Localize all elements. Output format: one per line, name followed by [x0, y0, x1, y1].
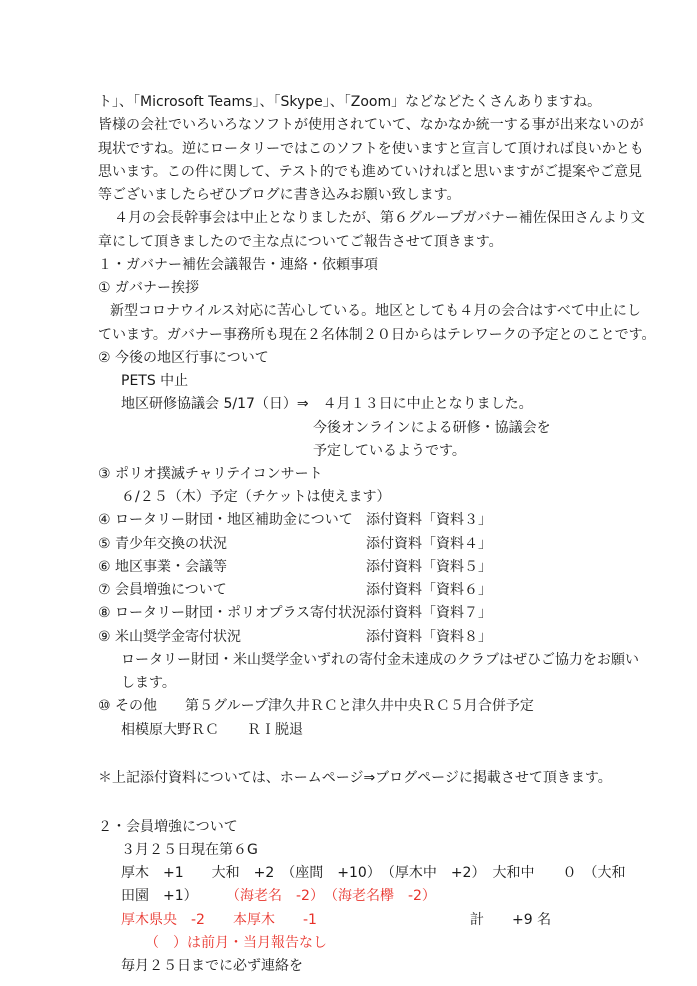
text-line-32: 厚木 +1 大和 +2 （座間 +10） （厚木中 +2） 大和中 ０ （大和 [121, 865, 626, 881]
section-2-heading: ２・会員増強について [98, 818, 238, 835]
section-1-heading: １・ガバナー補佐会議報告・連絡・依頼事項 [98, 256, 378, 273]
item-7-heading: ⑦ 会員増強について [98, 582, 227, 599]
red-note-ebina: （海老名 -2） （海老名欅 -2） [226, 888, 436, 905]
text-line-3: 現状ですね。逆にロータリーではこのソフトを使いますと宣言して頂ければ良いかとも [98, 140, 644, 157]
text-line-14: 地区研修協議会 5/17（日）⇒ ４月１３日に中止となりました。 [121, 396, 533, 413]
text-line-1: ト」、「Microsoft Teams」、「Skype」、「Zoom」などなどたくさんありますね。 [98, 94, 602, 110]
item-10-heading: ⑩ その他 第５グループ津久井ＲＣと津久井中央ＲＣ５月合併予定 [98, 698, 534, 715]
item-8-heading: ⑧ ロータリー財団・ポリオプラス寄付状況 [98, 605, 367, 622]
item-1-heading: ① ガバナー挨拶 [98, 280, 200, 296]
total-count: 計 +9 名 [470, 911, 552, 928]
text-line-33: 田園 +1） [121, 888, 198, 905]
item-4-heading: ④ ロータリー財団・地区補助金について [98, 512, 353, 529]
text-line-28: 相模原大野ＲＣ ＲＩ脱退 [121, 721, 303, 738]
text-line-38: 毎月２５日までに必ず連絡を [121, 958, 303, 974]
red-note-atsugi: 厚木県央 -2 本厚木 -1 [121, 911, 317, 928]
attachment-7: 添付資料「資料７」 [366, 605, 492, 622]
text-line-6: ４月の会長幹事会は中止となりましたが、第６グループガバナー補佐保田さんより文 [114, 210, 645, 227]
text-line-16: 予定しているようです。 [313, 442, 466, 459]
text-line-15: 今後オンラインによる研修・協議会を [313, 419, 551, 436]
text-line-2: 皆様の会社でいろいろなソフトが使用されていて、なかなか統一する事が出来ないのが [98, 117, 644, 134]
item-2-heading: ② 今後の地区行事について [98, 349, 269, 366]
text-line-26: します。 [121, 675, 176, 692]
text-line-10: 新型コロナウイルス対応に苦心している。地区としても４月の会合はすべて中止にし [110, 303, 641, 320]
text-line-18: ６/２５（木）予定（チケットは使えます） [121, 489, 391, 506]
attachment-note: ＊上記添付資料については、ホームページ⇒ブログページに掲載させて頂きます。 [98, 770, 612, 787]
attachment-8: 添付資料「資料８」 [366, 628, 492, 645]
attachment-3: 添付資料「資料３」 [366, 512, 492, 529]
text-line-13: PETS 中止 [121, 373, 189, 389]
item-9-heading: ⑨ 米山奨学金寄付状況 [98, 628, 242, 645]
item-5-heading: ⑤ 青少年交換の状況 [98, 535, 228, 552]
text-line-31: ３月２５日現在第６G [121, 841, 258, 858]
red-note-unreported: （ ）は前月・当月報告なし [145, 934, 327, 951]
text-line-4: 思います。この件に関して、テスト的でも進めていければと思いますがご提案やご意見 [98, 163, 643, 180]
text-line-11: ています。ガバナー事務所も現在２名体制２０日からはテレワークの予定とのことです。 [98, 326, 656, 343]
item-3-heading: ③ ポリオ撲滅チャリテイコンサート [98, 465, 323, 482]
attachment-4: 添付資料「資料４」 [366, 535, 492, 552]
attachment-5: 添付資料「資料５」 [366, 558, 492, 575]
item-6-heading: ⑥ 地区事業・会議等 [98, 558, 228, 575]
text-line-25: ロータリー財団・米山奨学金いずれの寄付金未達成のクラブはぜひご協力をお願い [121, 651, 639, 668]
attachment-6: 添付資料「資料６」 [366, 582, 492, 599]
text-line-7: 章にして頂きましたので主な点についてご報告させて頂きます。 [98, 233, 503, 250]
text-line-5: 等ございましたらぜひブログに書き込みお願い致します。 [98, 187, 461, 203]
